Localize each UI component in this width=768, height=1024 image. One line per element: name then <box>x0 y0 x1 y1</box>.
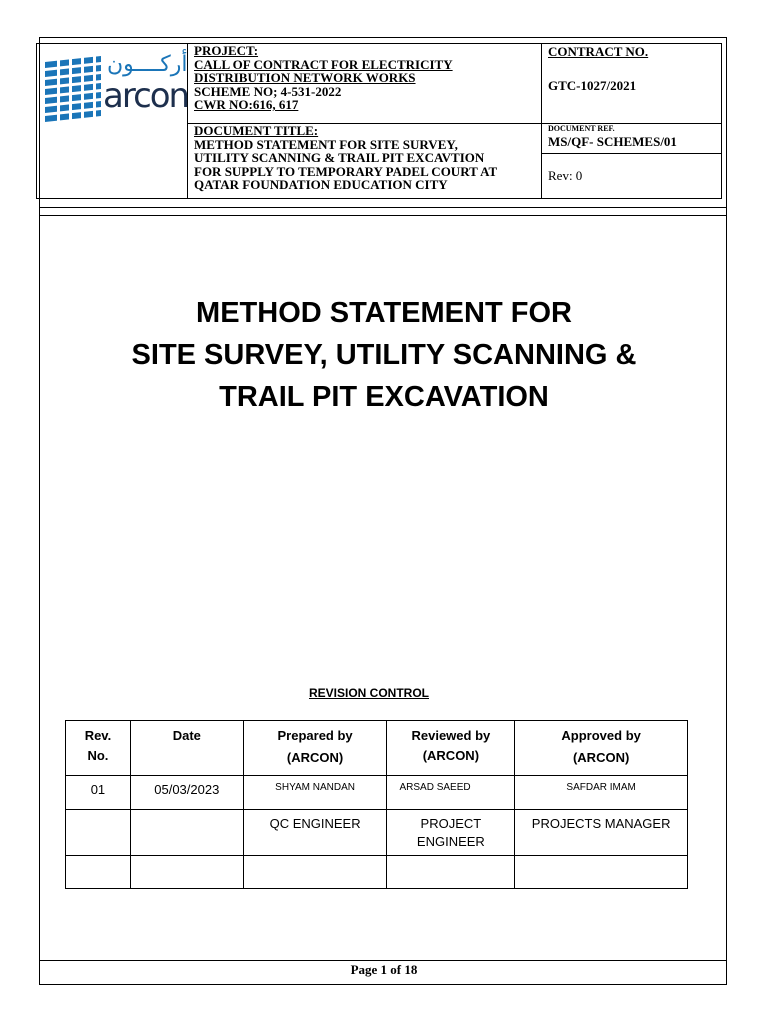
cell-date: 05/03/2023 <box>130 776 243 810</box>
table-row <box>66 810 688 856</box>
header-prepared: Prepared by (ARCON) <box>243 721 387 776</box>
main-title-line-3: TRAIL PIT EXCAVATION <box>219 381 549 413</box>
revision-cell <box>542 154 722 198</box>
cell-empty <box>130 856 243 889</box>
document-ref-label: DOCUMENT REF. <box>548 124 615 133</box>
logo-arabic-text: أركــــون <box>107 52 188 77</box>
cell-empty <box>243 856 387 889</box>
revision-control-heading: REVISION CONTROL <box>308 686 429 700</box>
divider-line <box>39 215 727 216</box>
project-cell <box>188 44 542 124</box>
contract-cell <box>542 44 722 124</box>
table-row <box>66 776 688 810</box>
contract-number: GTC-1027/2021 <box>548 78 637 93</box>
footer-divider <box>39 960 727 961</box>
header-date: Date <box>130 721 243 776</box>
cell-prepared-role: QC ENGINEER <box>243 810 387 856</box>
project-line-1: CALL OF CONTRACT FOR ELECTRICITY <box>194 56 453 72</box>
revision-table <box>65 720 688 889</box>
cell-empty <box>130 810 243 856</box>
document-ref: MS/QF- SCHEMES/01 <box>548 134 677 149</box>
header-rev: Rev. No. <box>66 721 131 776</box>
revision-number: Rev: 0 <box>548 168 583 183</box>
document-title-line-2: UTILITY SCANNING & TRAIL PIT EXCAVTION <box>194 150 485 165</box>
cell-empty <box>387 856 515 889</box>
logo-wordmark: arcon <box>103 76 189 116</box>
document-title-line-3: FOR SUPPLY TO TEMPORARY PADEL COURT AT <box>194 163 498 179</box>
cell-reviewed-by: ARSAD SAEED <box>387 776 515 810</box>
contract-label: CONTRACT NO. <box>548 44 649 59</box>
document-title-cell <box>188 124 542 198</box>
scheme-number: SCHEME NO; 4-531-2022 <box>194 83 342 99</box>
arcon-logo-icon <box>43 54 105 122</box>
logo-cell <box>37 44 188 198</box>
document-header <box>36 43 722 199</box>
cell-empty <box>66 810 131 856</box>
document-title-label: DOCUMENT TITLE: <box>194 123 319 138</box>
cell-approved-role: PROJECTS MANAGER <box>515 810 688 856</box>
divider-line <box>39 207 727 208</box>
cwr-number: CWR NO:616, 617 <box>194 97 299 112</box>
document-ref-cell <box>542 124 722 154</box>
project-label: PROJECT: <box>194 43 259 58</box>
header-approved: Approved by (ARCON) <box>515 721 688 776</box>
document-title-line-1: METHOD STATEMENT FOR SITE SURVEY, <box>194 136 458 152</box>
main-title-line-2: SITE SURVEY, UTILITY SCANNING & <box>131 339 637 371</box>
cell-reviewed-role: PROJECT ENGINEER <box>387 810 515 856</box>
page-number: Page 1 of 18 <box>350 962 418 977</box>
document-title-line-4: QATAR FOUNDATION EDUCATION CITY <box>194 177 448 192</box>
cell-empty <box>515 856 688 889</box>
cell-rev: 01 <box>66 776 131 810</box>
project-line-2: DISTRIBUTION NETWORK WORKS <box>194 70 416 85</box>
cell-prepared-by: SHYAM NANDAN <box>243 776 387 810</box>
header-reviewed: Reviewed by (ARCON) <box>387 721 515 776</box>
main-title <box>40 292 728 418</box>
table-header-row <box>66 721 688 776</box>
table-row <box>66 856 688 889</box>
cell-approved-by: SAFDAR IMAM <box>515 776 688 810</box>
main-title-line-1: METHOD STATEMENT FOR <box>196 297 572 329</box>
cell-empty <box>66 856 131 889</box>
